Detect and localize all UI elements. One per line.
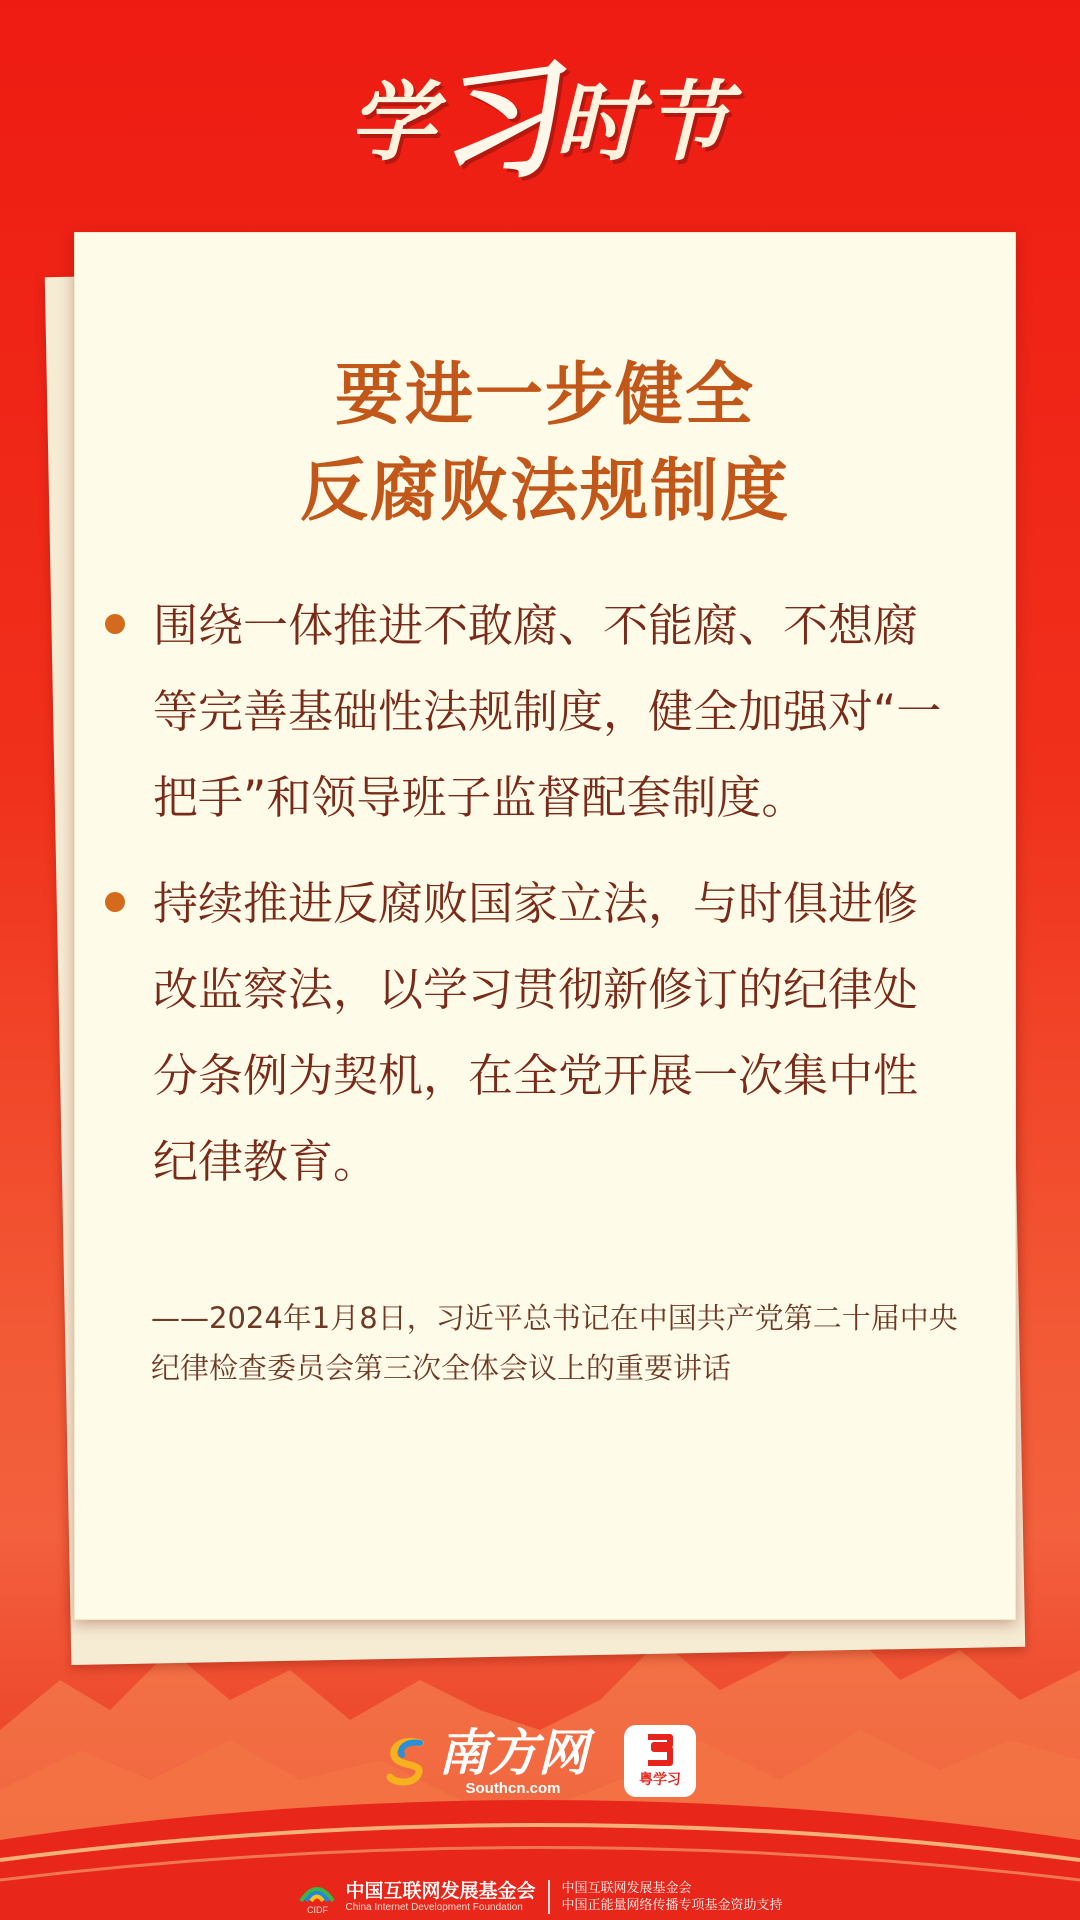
cidf-name-en: China Internet Development Foundation: [345, 1902, 523, 1913]
bullet-dot-icon: [105, 892, 125, 912]
yuexuexi-label: 粤学习: [639, 1772, 681, 1788]
quote-source: ——2024年1月8日，习近平总书记在中国共产党第二十届中央纪律检查委员会第三次全体会议上的重要讲话: [151, 1301, 958, 1385]
logo-char: 节: [643, 73, 731, 173]
cidf-emblem-icon: [297, 1879, 337, 1905]
southcn-swirl-icon: [384, 1735, 430, 1787]
card-title-line-1: 要进一步健全: [334, 356, 755, 435]
header-logo: [0, 40, 1080, 206]
logo-char-brush: 习: [424, 44, 570, 206]
brand-logos: [0, 1716, 1080, 1806]
footer: [0, 1874, 1080, 1920]
card-title-line-2: 反腐败法规制度: [299, 452, 790, 531]
bullet-text: 持续推进反腐败国家立法，与时俱进修改监察法，以学习贯彻新修订的纪律处分条例为契机，在全党开展一次集中性纪律教育。: [153, 877, 919, 1188]
bullet-text: 围绕一体推进不敢腐、不能腐、不想腐等完善基础性法规制度，健全加强对“一把手”和领导班子监督配套制度。: [153, 599, 942, 824]
cidf-name-cn: 中国互联网发展基金会: [345, 1880, 536, 1902]
support-line-1: 中国互联网发展基金会: [561, 1881, 692, 1896]
bullet-dot-icon: [105, 614, 125, 634]
southcn-logo: [384, 1722, 588, 1797]
southcn-name: 南方网: [438, 1722, 588, 1782]
logo-char: 学: [348, 73, 437, 173]
support-line-2: 中国正能量网络传播专项基金资助支持: [561, 1898, 783, 1913]
footer-divider: [548, 1880, 550, 1914]
yuexuexi-app-icon: [624, 1725, 696, 1797]
southcn-domain: Southcn.com: [465, 1779, 561, 1797]
logo-char: 时: [555, 73, 643, 173]
bullet-item: [153, 583, 961, 841]
quote-card: [74, 232, 1016, 1620]
bullet-item: [153, 861, 961, 1205]
yuexuexi-mark-icon: [640, 1733, 680, 1767]
support-text: [562, 1880, 783, 1914]
cidf-abbr: CIDF: [306, 1905, 328, 1915]
cidf-logo: [297, 1879, 535, 1915]
